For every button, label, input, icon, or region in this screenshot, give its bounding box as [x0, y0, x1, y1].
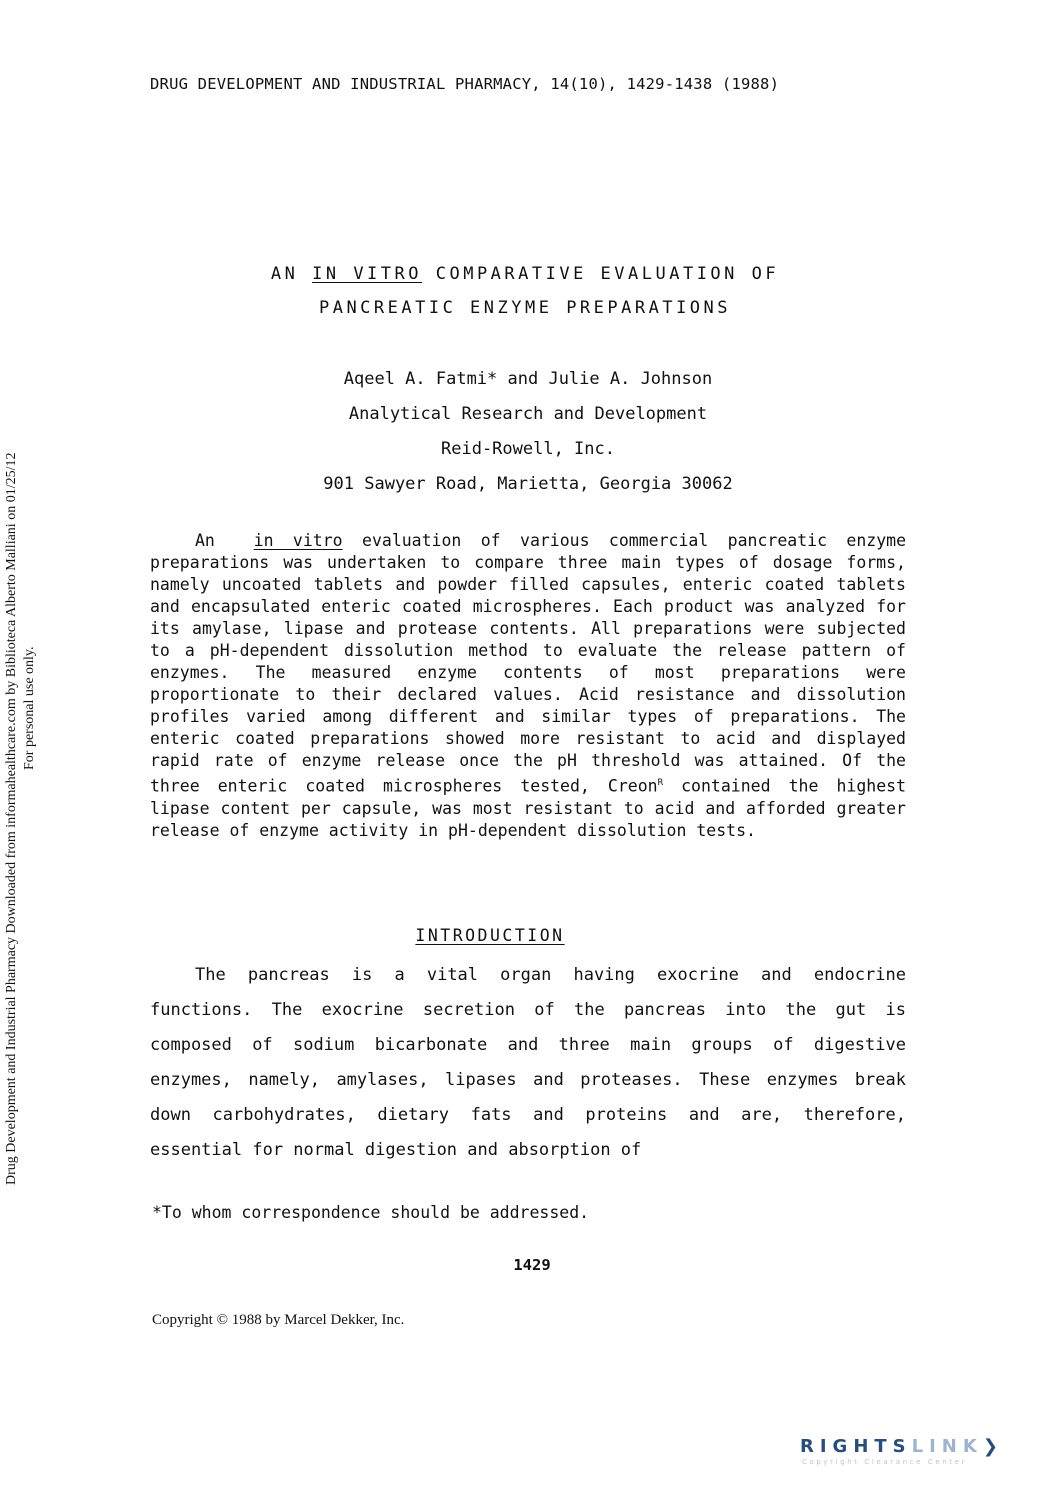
paper-title-line-2: PANCREATIC ENZYME PREPARATIONS — [318, 298, 732, 318]
watermark-line-2: For personal use only. — [22, 646, 37, 770]
authors: Aqeel A. Fatmi* and Julie A. Johnson — [343, 369, 713, 389]
section-heading-introduction: INTRODUCTION — [415, 926, 565, 945]
affiliation-department: Analytical Research and Development — [348, 404, 708, 424]
page-number: 1429 — [513, 1256, 551, 1274]
footnote: *To whom correspondence should be addressed. — [152, 1203, 590, 1222]
abstract-body-1: evaluation of various commercial pancreatic enzyme preparations was undertaken to compare three main types of dosage forms, namely uncoated tablets and powder filled capsules, enteric coated tablets and encapsulated enteric coated microspheres. Each product was analyzed for its amylase, lipase and protease contents. All preparations were subjected to a pH-dependent dissolution method to evaluate the release pattern of enzymes. The measured enzyme contents of most preparations were proportionate to their declared values. Acid resistance and dissolution profiles varied among different and similar types of preparations. The enteric coated preparations showed more resistant to acid and displayed rapid rate of enzyme release once the pH threshold was attained. Of the three enteric coated microspheres tested, Creon — [150, 531, 906, 796]
title-suffix: COMPARATIVE EVALUATION OF — [422, 264, 780, 284]
affiliation-address: 901 Sawyer Road, Marietta, Georgia 30062 — [323, 474, 733, 494]
download-watermark — [0, 0, 50, 1500]
rightslink-logo[interactable] — [800, 1436, 1030, 1472]
rightslink-tagline: Copyright Clearance Center — [802, 1458, 968, 1466]
introduction-paragraph — [150, 958, 906, 1168]
introduction-text: The pancreas is a vital organ having exocrine and endocrine functions. The exocrine secretion of the pancreas into the gut is composed of sodium bicarbonate and three main groups of digestive enzymes, namely, amylases, lipases and proteases. These enzymes break down carbohydrates, dietary fats and proteins and are, therefore, essential for normal digestion and absorption of — [150, 965, 906, 1160]
chevron-icon: ❯ — [982, 1436, 1004, 1457]
abstract-in-vitro: in vitro — [253, 531, 343, 550]
copyright-notice: Copyright © 1988 by Marcel Dekker, Inc. — [152, 1312, 405, 1328]
paper-title-line-1 — [0, 264, 1050, 284]
abstract-body-2: contained the highest lipase content per capsule, was most resistant to acid and afforded greater release of enzyme activity in pH-dependent dissolution tests. — [150, 776, 907, 840]
title-underlined: IN VITRO — [312, 264, 422, 284]
running-head: DRUG DEVELOPMENT AND INDUSTRIAL PHARMACY, 14(10), 1429-1438 (1988) — [150, 75, 780, 93]
affiliation-organization: Reid-Rowell, Inc. — [441, 439, 615, 459]
abstract — [150, 530, 906, 842]
rightslink-wordmark: RIGHTSLINK❯ — [800, 1436, 1004, 1457]
watermark-line-1: Drug Development and Industrial Pharmacy Downloaded from informahealthcare.com by Biblioteca Alberto Malliani on 01/25/12 — [4, 452, 19, 1185]
title-prefix: AN — [270, 264, 313, 284]
abstract-lead: An — [195, 531, 215, 550]
registered-mark: R — [657, 778, 664, 788]
